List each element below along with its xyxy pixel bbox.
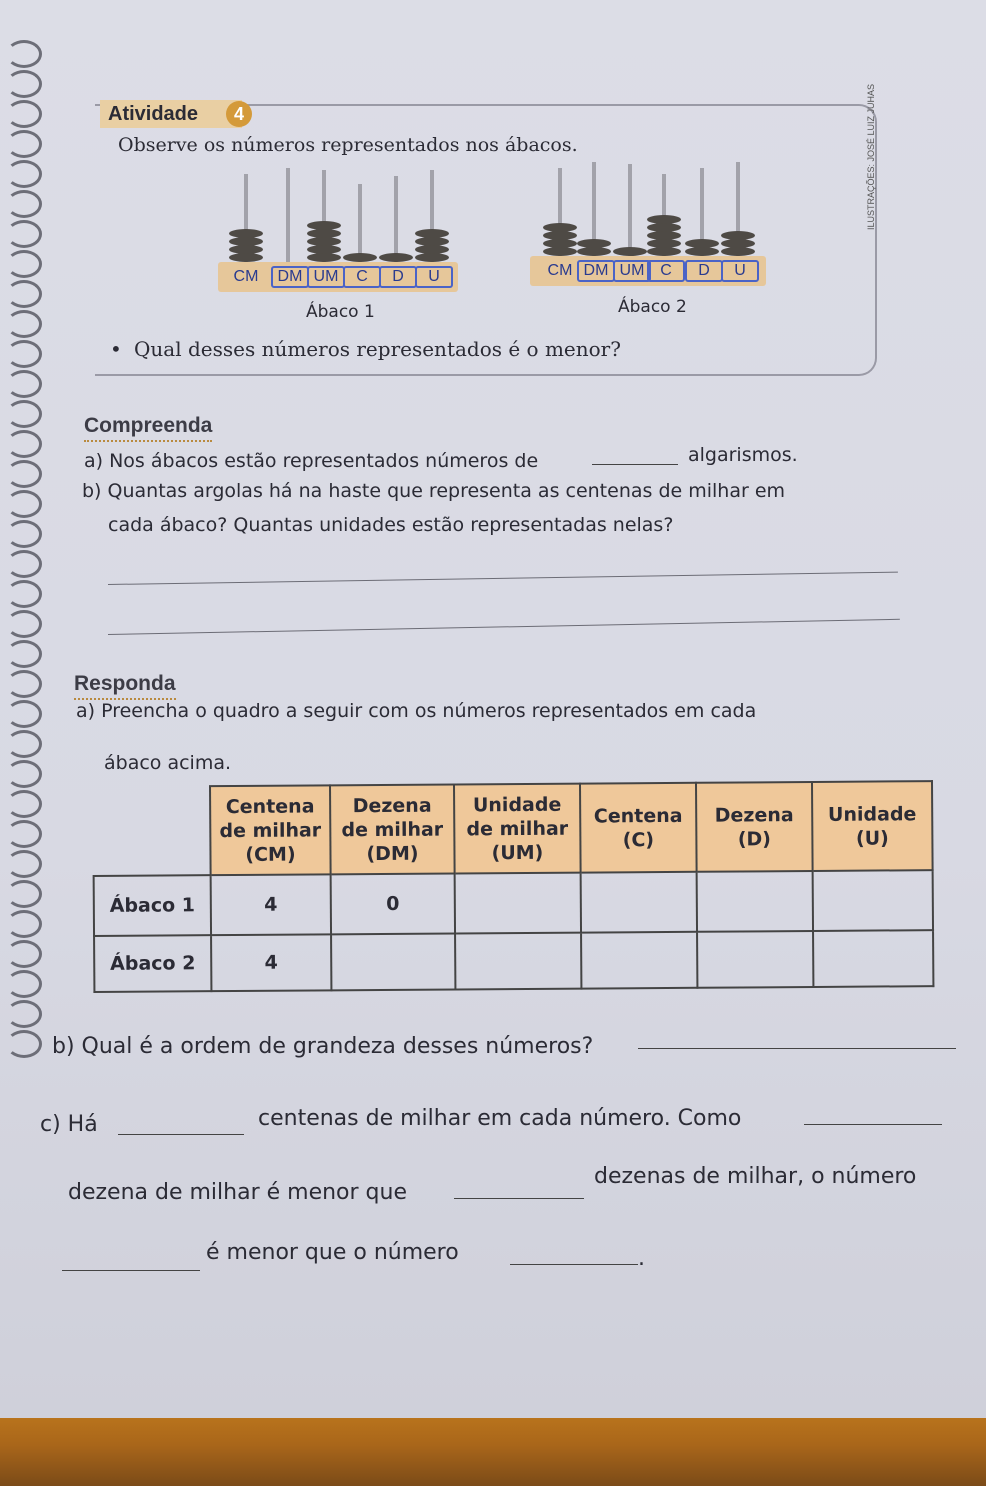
responda-b-blank[interactable] [638,1048,956,1049]
abacus-label: C [343,266,381,288]
table-header-row [93,781,933,876]
responda-title: Responda [74,672,176,700]
spiral-ring [6,400,42,428]
abacus-2-caption: Ábaco 2 [618,297,687,317]
compreenda-a-prefix: a) Nos ábacos estão representados números de [84,450,539,472]
spiral-ring [6,70,42,98]
compreenda-a-suffix: algarismos. [688,444,798,466]
abacus-bead [307,237,341,246]
header-u [812,781,933,871]
abacus-label: U [721,260,759,282]
compreenda-title: Compreenda [84,414,212,442]
abacus-bead [307,221,341,230]
abacus-bead [229,229,263,238]
bullet-icon: • [110,337,122,361]
desk-surface [0,1418,986,1486]
header-cm-line1: Centena [225,794,315,818]
responda-a-line1: a) Preencha o quadro a seguir com os números representados em cada [76,700,757,722]
abacus-bead [307,245,341,254]
activity-instruction: Observe os números representados nos ábacos. [118,134,578,156]
header-d-line1: Dezena [714,803,794,827]
spiral-ring [6,820,42,848]
header-c [580,783,697,873]
abacus-bead [685,247,719,256]
abacus-bead [543,223,577,232]
abacus-bead [577,247,611,256]
header-dm-line2: de milhar [341,818,444,841]
spiral-ring [6,550,42,578]
abacus-bead [647,247,681,256]
abacus-bead [613,247,647,256]
activity-question: Qual desses números representados é o menor? [134,337,621,361]
header-dm-line3: (DM) [366,842,419,865]
cell-abaco2-cm[interactable]: 4 [211,934,331,991]
cell-abaco1-cm[interactable]: 4 [211,874,331,935]
spiral-ring [6,580,42,608]
abacus-bead [647,215,681,224]
spiral-ring [6,430,42,458]
header-u-line1: Unidade [827,802,917,826]
header-um-line1: Unidade [472,793,562,816]
abacus-label: D [379,266,417,288]
activity-number: 4 [226,101,252,127]
cell-abaco2-um[interactable] [455,933,581,990]
abacus-rod [394,176,398,262]
cell-abaco1-um[interactable] [455,873,581,934]
header-d-line2: (D) [737,827,772,850]
abacus-bead [415,245,449,254]
spiral-ring [6,700,42,728]
abacus-bead [685,239,719,248]
spiral-ring [6,280,42,308]
abacus-bead [229,237,263,246]
cell-abaco2-c[interactable] [581,932,697,989]
spiral-ring [6,790,42,818]
responda-c-blank-3[interactable] [454,1198,584,1199]
abacus-bead [543,247,577,256]
abacus-label: U [415,266,453,288]
abacus-label: D [685,260,723,282]
abacus-bead [415,237,449,246]
abacus-bead [343,253,377,262]
cell-abaco1-d[interactable] [697,871,813,932]
spiral-ring [6,760,42,788]
spiral-ring [6,1000,42,1028]
abacus-bead [379,253,413,262]
abacus-label: DM [577,260,615,282]
abacus-bead [415,229,449,238]
table-row [94,870,933,936]
responda-c-line2-prefix: dezena de milhar é menor que [68,1180,407,1205]
responda-c-line3-mid: é menor que o número [206,1240,459,1265]
cell-abaco2-d[interactable] [697,931,813,988]
cell-abaco1-dm[interactable]: 0 [331,873,455,934]
header-um-line2: de milhar [466,817,569,840]
abacus-bead [307,253,341,262]
spiral-ring [6,880,42,908]
abacus-bead [307,229,341,238]
responda-c-mid: centenas de milhar em cada número. Como [258,1106,742,1131]
header-um [454,784,581,874]
spiral-ring [6,970,42,998]
abacus-label: CM [233,268,259,285]
cell-abaco2-dm[interactable] [331,933,455,990]
abacus-label: DM [271,266,309,288]
table-corner [93,786,211,876]
header-c-line2: (C) [622,828,655,851]
row-label-abaco-2: Ábaco 2 [94,935,211,992]
abacus-bead [229,245,263,254]
abacus-bead [721,239,755,248]
header-dm [330,784,455,874]
spiral-ring [6,340,42,368]
header-cm [210,785,331,875]
spiral-ring [6,520,42,548]
header-u-line2: (U) [855,826,889,850]
header-d [696,782,813,872]
responda-c-line2-suffix: dezenas de milhar, o número [594,1164,917,1189]
responda-c-blank-2[interactable] [804,1124,942,1125]
header-dm-line1: Dezena [352,794,432,817]
spiral-ring [6,1030,42,1058]
cell-abaco1-c[interactable] [581,872,697,933]
cell-abaco1-u[interactable] [813,870,933,931]
header-c-line1: Centena [593,804,683,827]
spiral-ring [6,370,42,398]
spiral-ring [6,130,42,158]
header-cm-line3: (CM) [245,843,296,866]
abacus-bead [721,247,755,256]
header-um-line3: (UM) [491,841,544,864]
answer-table [92,780,934,993]
abacus-label: C [647,260,685,282]
abacus-label: UM [613,260,651,282]
spiral-ring [6,730,42,758]
abacus-rod [286,168,290,262]
abacus-bead [415,253,449,262]
responda-c-line3-end: . [638,1246,645,1271]
responda-c-blank-5[interactable] [510,1264,638,1265]
spiral-ring [6,850,42,878]
abacus-label: CM [547,262,573,279]
responda-c-prefix: c) Há [40,1112,98,1137]
spiral-ring [6,640,42,668]
spiral-ring [6,670,42,698]
spiral-ring [6,940,42,968]
abacus-bead [721,231,755,240]
compreenda-b-line1: b) Quantas argolas há na haste que representa as centenas de milhar em [82,480,786,502]
abacus-bead [647,231,681,240]
spiral-ring [6,250,42,278]
abacus-rod [628,164,632,256]
spiral-ring [6,160,42,188]
responda-b-text: b) Qual é a ordem de grandeza desses números? [52,1034,594,1059]
spiral-binding [0,40,46,1080]
spiral-ring [6,100,42,128]
spiral-ring [6,910,42,938]
abacus-2 [530,162,766,286]
abacus-bead [647,223,681,232]
abacus-bead [229,253,263,262]
spiral-ring [6,190,42,218]
spiral-ring [6,610,42,638]
spiral-ring [6,310,42,338]
responda-c-blank-4[interactable] [62,1270,200,1271]
row-label-abaco-1: Ábaco 1 [94,875,211,936]
compreenda-b-line2: cada ábaco? Quantas unidades estão representadas nelas? [108,514,674,536]
abacus-label: UM [307,266,345,288]
responda-c-blank-1[interactable] [118,1134,244,1135]
table-row [94,930,933,992]
responda-a-line2: ábaco acima. [104,752,232,774]
illustration-credit: ILUSTRAÇÕES: JOSÉ LUIZ JUHAS [866,83,876,230]
spiral-ring [6,40,42,68]
spiral-ring [6,490,42,518]
activity-tag: Atividade [100,100,242,128]
abacus-rod [358,184,362,262]
cell-abaco2-u[interactable] [813,930,933,987]
abacus-1-caption: Ábaco 1 [306,302,375,322]
abacus-bead [543,231,577,240]
abacus-bead [577,239,611,248]
abacus-1 [218,168,458,292]
abacus-bead [647,239,681,248]
compreenda-a-blank[interactable] [592,464,678,465]
abacus-bead [543,239,577,248]
spiral-ring [6,460,42,488]
spiral-ring [6,220,42,248]
header-cm-line2: de milhar [219,818,322,842]
